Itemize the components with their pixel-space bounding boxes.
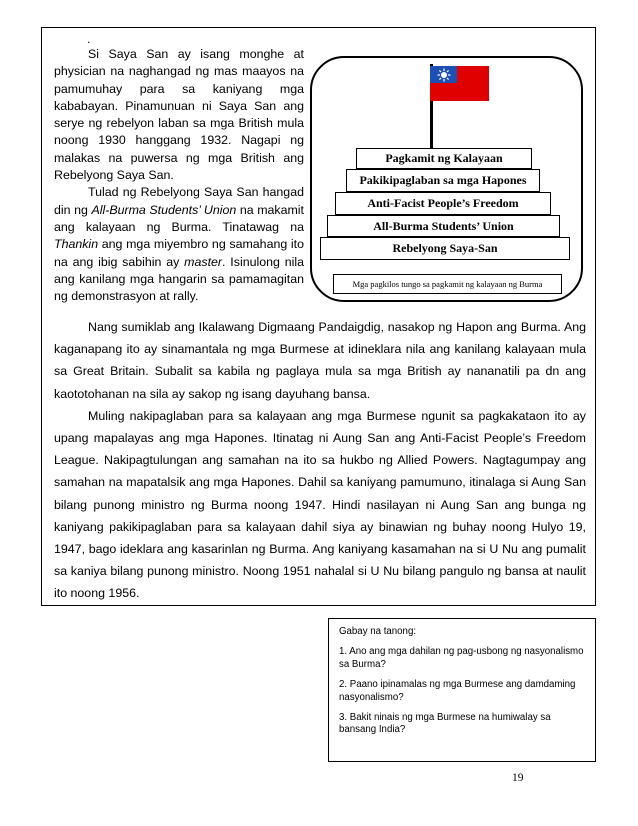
guide-question-2: 2. Paano ipinamalas ng mga Burmese ang damdaming nasyonalismo? — [339, 679, 576, 703]
stray-dot: . — [87, 32, 91, 46]
guide-title: Gabay na tanong: — [339, 626, 417, 637]
guide-question-1: 1. Ano ang mga dahilan ng pag-usbong ng nasyonalismo sa Burma? — [339, 646, 584, 670]
flag-canton — [430, 66, 457, 83]
paragraph-students-union: Tulad ng Rebelyong Saya San hangad din ng All-Burma Students’ Union na makamit ang kalayaan ng Burma. Tinatawag na Thankin ang mga miyembro ng samahang ito na ang ibig sabihin ay master. Isinulong nila ang kanilang mga hangarin sa pamamagitan ng demonstrasyon at rally. — [54, 185, 305, 304]
paragraph-aung-san: Muling nakipaglaban para sa kalayaan ang mga Burmese ngunit sa pagkakataon ito ay upang mapalayas ang mga Hapones. Itinatag ni Aung San ang Anti-Facist People’s Freedom League. Nakipagtulungan ang samahan na ito sa hukbo ng Allied Powers. Nagtagumpay ang samahan na mapatalsik ang mga Hapones. Dahil sa kaniyang pamumuno, itinalaga si Aung San bilang punong ministro ng Burma noong 1947. Hindi nasilayan ni Aung San ang bunga ng kaniyang pakikipaglaban para sa kalayaan dahil siya ay binawian ng buhay noong Hulyo 19, 1947, bago ideklara ang kasarinlan ng Burma. Ang kaniyang kasamahan na si U Nu ang pumalit sa kaniya bilang punong ministro. Noong 1951 nahalal si U Nu bilang pangulo ng bansa at naulit ito noong 1956. — [54, 408, 586, 601]
page-number: 19 — [512, 772, 524, 784]
term-master: master — [184, 254, 223, 269]
full-width-text — [54, 316, 586, 605]
sun-icon — [437, 68, 451, 82]
figure-caption: Mga pagkilos tungo sa pagkamit ng kalayaan ng Burma — [333, 274, 562, 294]
step-all-burma-students-union: All-Burma Students’ Union — [327, 215, 560, 237]
burma-flag-icon — [430, 66, 489, 101]
guide-questions-box — [328, 618, 596, 762]
step-pagkamit-ng-kalayaan: Pagkamit ng Kalayaan — [356, 148, 532, 169]
left-column-text — [54, 46, 304, 305]
guide-question-3: 3. Bakit ninais ng mga Burmese na humiwalay sa bansang India? — [339, 712, 551, 736]
term-thankin: Thankin — [54, 237, 99, 252]
step-anti-facist-freedom: Anti-Facist People’s Freedom — [335, 192, 551, 215]
paragraph-world-war-ii: Nang sumiklab ang Ikalawang Digmaang Pandaigdig, nasakop ng Hapon ang Burma. Ang kaganapang ito ay sinamantala ng mga Burmese at idineklara nila ang kanilang kalayaan mula sa Great Britain. Subalit sa kabila ng paglaya mula sa mga British ay nananatili pa dn ang kaototohanan na sila ay sakop ng isang dayuhang bansa. — [54, 320, 586, 401]
paragraph-saya-san: Si Saya San ay isang monghe at physician na naghangad ng mas maayos na pamumuhay para sa kaniyang mga kababayan. Pinamunuan ni Saya San ang serye ng rebelyon laban sa mga British mula noong 1930 hanggang 1932. Nagapi ng malakas na puwersa ng mga British ang Rebelyong Saya San. — [54, 47, 304, 183]
term-all-burma: All-Burma Students’ Union — [91, 202, 237, 217]
step-pakikipaglaban-sa-hapones: Pakikipaglaban sa mga Hapones — [346, 169, 540, 192]
step-rebelyong-saya-san: Rebelyong Saya-San — [320, 237, 570, 260]
